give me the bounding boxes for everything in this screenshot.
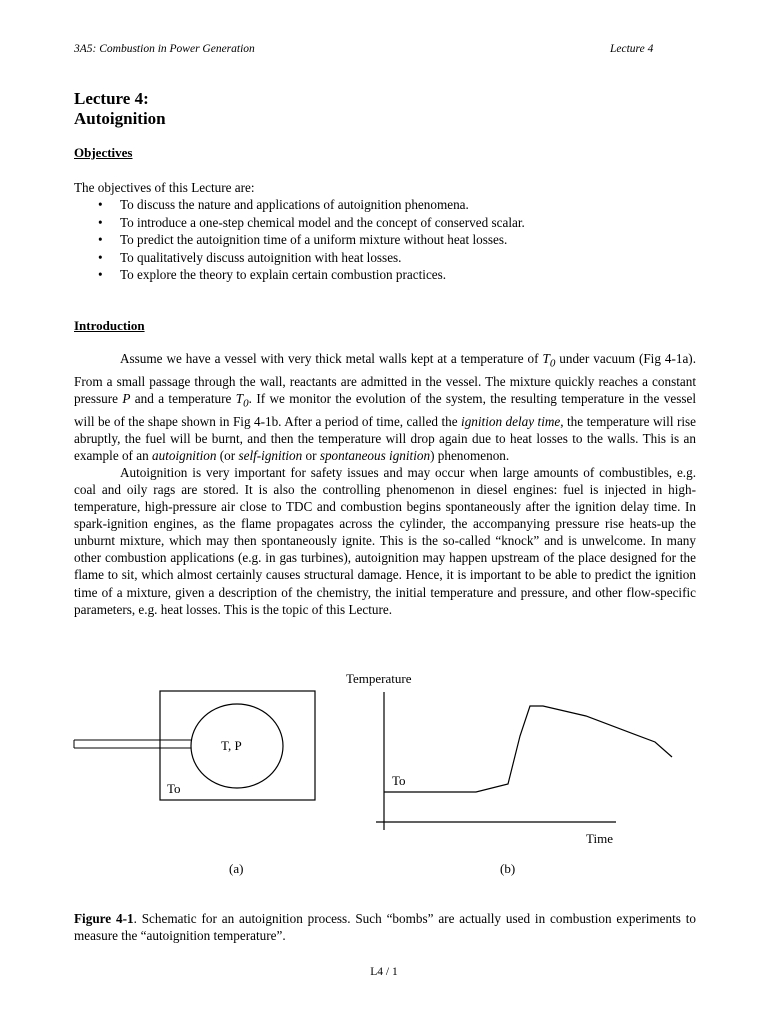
introduction-heading: Introduction bbox=[74, 318, 145, 333]
introduction-paragraph-1: Assume we have a vessel with very thick metal walls kept at a temperature of $T_0$ under vacuum (Fig 4-1a). From a small passage through the wall, reactants are admitted in the vessel. The mixture quickly reaches a constant pressure P and a temperature $T_0$. If we monitor the evolution of the system, the resulting temperature in the vessel will be of the shape shown in Fig 4-1b. After a period of time, called the ignition delay time, the temperature will rise abruptly, the fuel will be burnt, and then the temperature will drop again due to heat losses to the walls. This is an example of an autoignition (or self-ignition or spontaneous ignition) phenomenon. bbox=[74, 351, 696, 463]
vessel-inner-label: T, P bbox=[221, 738, 242, 753]
introduction-paragraph-2: Autoignition is very important for safety issues and may occur when large amounts of combustibles, e.g. coal and oily rags are stored. It is also the controlling phenomenon in diesel engines: fuel is injected in high-temperature, high-pressure air close to TDC and combustion begins spontaneously after the ignition delay time. In spark-ignition engines, as the flame propagates across the cylinder, the accompanying pressure rise heats-up the unburnt mixture, which may then spontaneously ignite. This is the so-called “knock” and is unwelcome. In many other combustion applications (e.g. in gas turbines), autoignition may happen upstream of the place designed for the flame to sit, which almost certainly causes structural damage. Hence, it is important to be able to predict the ignition time of a mixture, given a description of the chemistry, the initial temperature and pressure, and other flow-specific parameters, e.g. heat losses. This is the topic of this Lecture. bbox=[74, 464, 696, 617]
header-lecture-number: Lecture 4 bbox=[610, 43, 654, 55]
initial-temp-label: To bbox=[392, 773, 406, 788]
figure-a-label: (a) bbox=[229, 861, 244, 876]
objectives-intro: The objectives of this Lecture are: bbox=[74, 180, 255, 195]
x-axis-label: Time bbox=[586, 831, 613, 846]
temperature-curve bbox=[384, 706, 672, 792]
y-axis-label: Temperature bbox=[346, 671, 412, 686]
header-course-title: 3A5: Combustion in Power Generation bbox=[74, 43, 255, 55]
list-item: • To explore the theory to explain certain combustion practices. bbox=[74, 266, 525, 284]
title-line-2: Autoignition bbox=[74, 109, 166, 128]
page-number: L4 / 1 bbox=[370, 966, 398, 978]
list-item: • To predict the autoignition time of a uniform mixture without heat losses. bbox=[74, 231, 525, 249]
title-line-1: Lecture 4: bbox=[74, 89, 149, 108]
figure-caption: Figure 4-1. Schematic for an autoignition process. Such “bombs” are actually used in combustion experiments to measure the “autoignition temperature”. bbox=[74, 911, 696, 943]
list-item: • To qualitatively discuss autoignition with heat losses. bbox=[74, 249, 525, 267]
list-item: • To introduce a one-step chemical model and the concept of conserved scalar. bbox=[74, 214, 525, 232]
vessel-wall-temp-label: To bbox=[167, 781, 181, 796]
list-item: • To discuss the nature and applications of autoignition phenomena. bbox=[74, 196, 525, 214]
figure-b-label: (b) bbox=[500, 861, 516, 876]
objectives-heading: Objectives bbox=[74, 145, 133, 160]
